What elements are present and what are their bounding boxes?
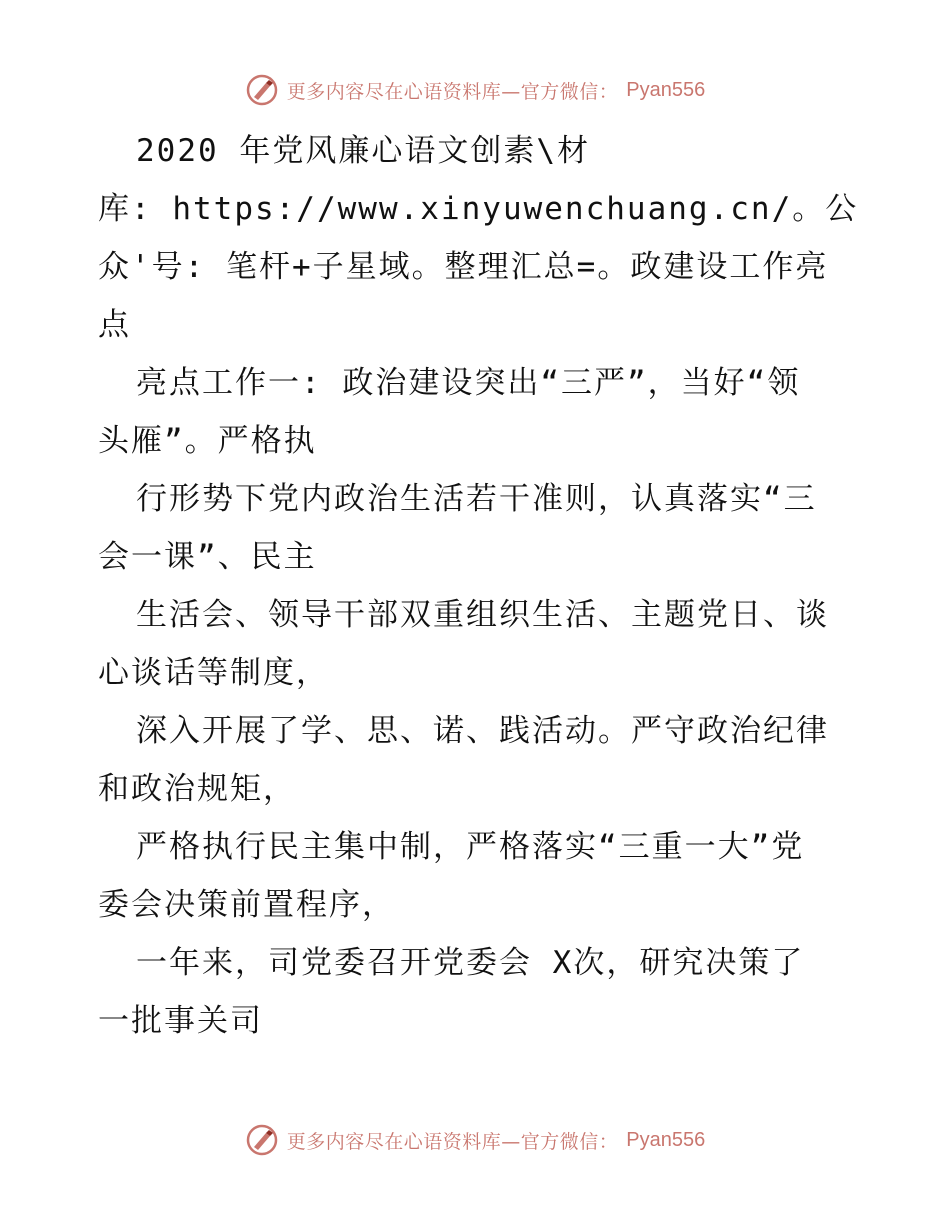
text-line: 一年来，司党委召开党委会 X次，研究决策了	[136, 945, 805, 981]
text-line: 严格执行民主集中制，严格落实“三重一大”党	[136, 829, 805, 865]
footer-watermark	[0, 1120, 950, 1160]
text-line: 委会决策前置程序，	[98, 887, 395, 923]
pen-logo-icon	[245, 73, 279, 107]
text-line: 亮点工作一: 政治建设突出“三严”，当好“领	[136, 365, 801, 401]
text-line: 深入开展了学、思、诺、践活动。严守政治纪律	[136, 713, 829, 749]
body-text	[98, 122, 858, 1050]
text-line: 2020 年党风廉心语文创素\材	[136, 133, 590, 169]
text-line: 和政治规矩，	[98, 771, 296, 807]
text-line: 库: https://www.xinyuwenchuang.cn/。公	[98, 191, 858, 227]
header-watermark	[0, 70, 950, 110]
text-line: 心谈话等制度，	[98, 655, 329, 691]
text-line: 众'号: 笔杆+子星域。整理汇总=。政建设工作亮	[98, 249, 829, 285]
text-line: 头雁”。严格执	[98, 423, 317, 459]
watermark-text: 更多内容尽在心语资料库—官方微信：	[286, 1130, 619, 1153]
text-line: 行形势下党内政治生活若干准则，认真落实“三	[136, 481, 817, 517]
pen-logo-icon	[245, 1123, 279, 1157]
text-line: 生活会、领导干部双重组织生活、主题党日、谈	[136, 597, 829, 633]
watermark-wechat-id: Pyan556	[626, 1128, 706, 1151]
watermark-wechat-id: Pyan556	[626, 78, 706, 101]
text-line: 一批事关司	[98, 1003, 263, 1039]
watermark-text: 更多内容尽在心语资料库—官方微信：	[286, 80, 619, 103]
text-line: 会一课”、民主	[98, 539, 317, 575]
text-line: 点	[98, 307, 131, 343]
